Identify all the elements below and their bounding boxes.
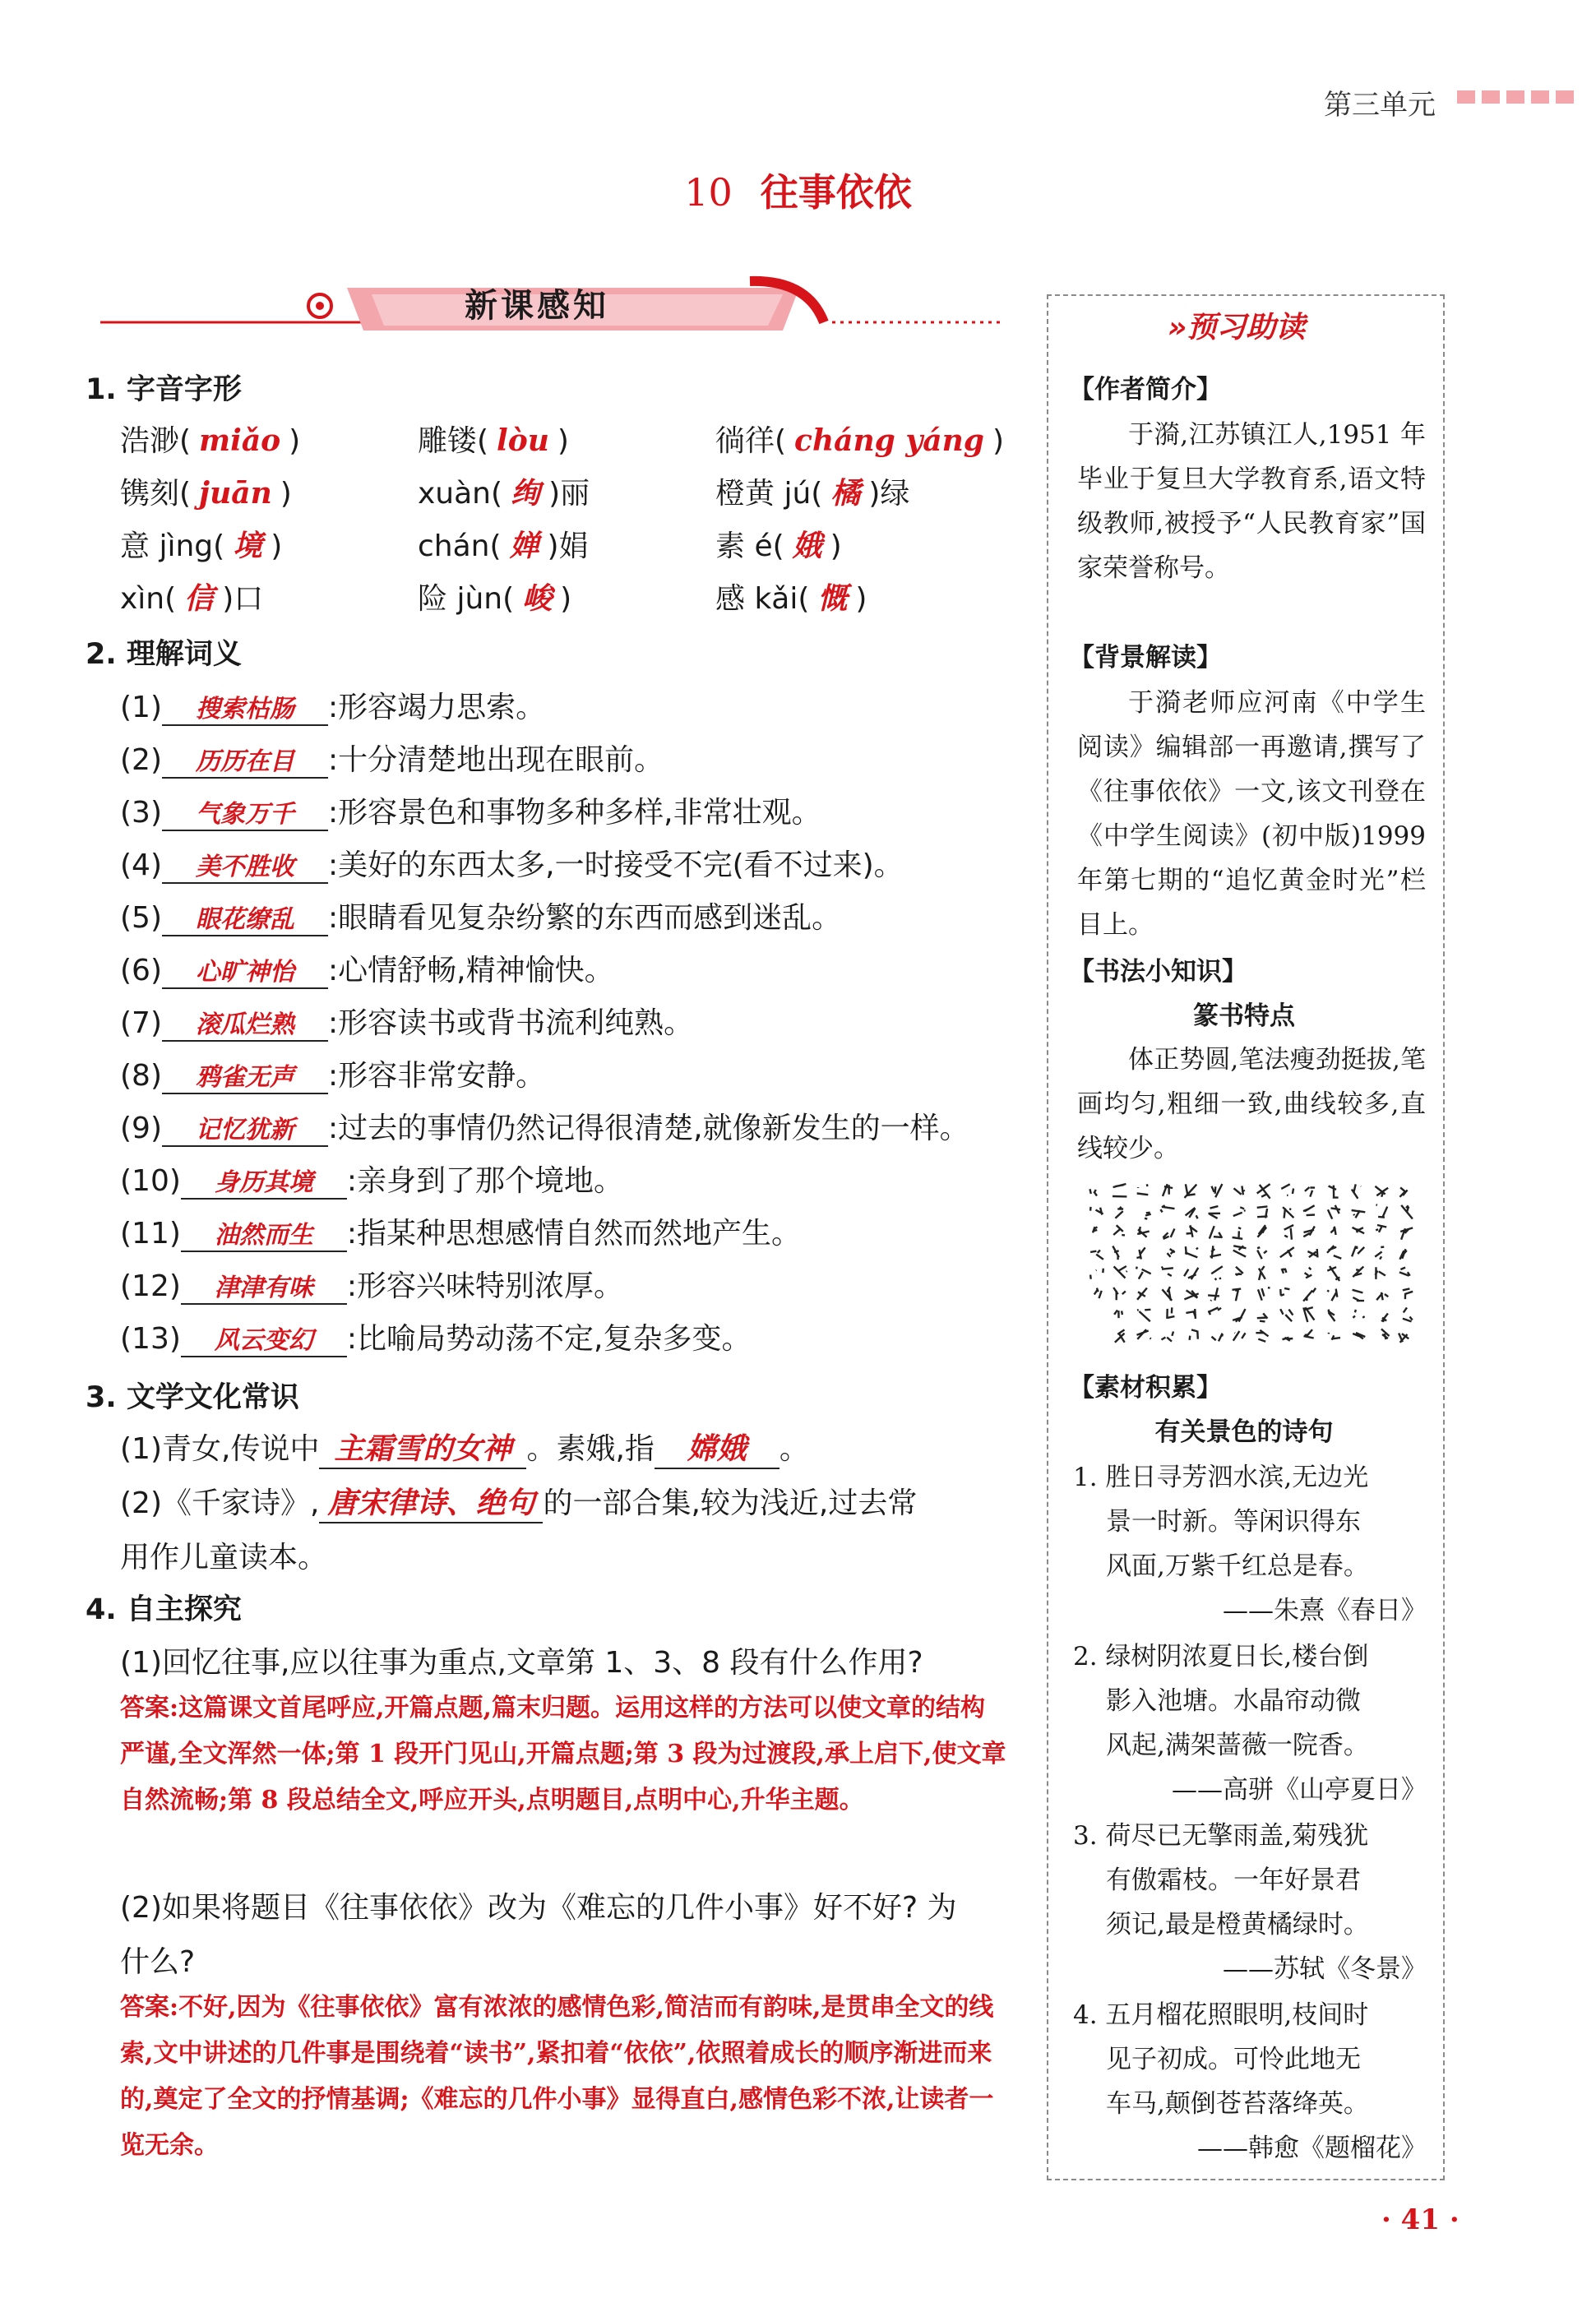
calligraphy-text: 体正势圆,笔法瘦劲挺拔,笔画均匀,粗细一致,曲线较多,直线较少。 <box>1077 1045 1426 1163</box>
q4-answer-2: 答案:不好,因为《往事依依》富有浓浓的感情色彩,简洁而有韵味,是贯串全文的线索,文中讲述的几件事是围绕着“读书”,紧扣着“依依”,依照着成长的顺序渐进而来的,奠定了全文的抒情基调;《难忘的几件小事》显得直白,感情色彩不浓,让读者一览无余。 <box>120 1993 994 2160</box>
pinyin-answer: 绚 <box>511 476 541 511</box>
vocab-item: (11) 油然而生 :指某种思想感情自然而然地产生。 <box>120 1210 801 1252</box>
vocab-item: (3) 气象万千 :形容景色和事物多种多样,非常壮观。 <box>120 789 821 831</box>
material-subtitle: 有关景色的诗句 <box>1154 1417 1334 1447</box>
pinyin-cell: 镌刻( juān ) <box>120 476 292 511</box>
vocab-answer: 风云变幻 <box>181 1320 347 1357</box>
vocab-item: (2) 历历在目 :十分清楚地出现在眼前。 <box>120 737 664 779</box>
pinyin-cell: 素 é( 娥 ) <box>715 529 842 563</box>
vocab-answer: 鸦雀无声 <box>162 1056 328 1094</box>
vocab-answer: 美不胜收 <box>162 846 328 884</box>
chevron-right-icon: » <box>1168 311 1187 344</box>
pinyin-answer: 橘 <box>830 476 861 511</box>
q4-question-2-cont: 什么? <box>120 1945 196 1979</box>
q3-line-2: (2)《千家诗》, 唐宋律诗、绝句 的一部合集,较为浅近,过去常 <box>120 1480 917 1523</box>
vocab-answer: 眼花缭乱 <box>162 899 328 936</box>
pinyin-answer: juān <box>199 476 272 511</box>
author-text: 于漪,江苏镇江人,1951 年毕业于复旦大学教育系,语文特级教师,被授予“人民教育家”国家荣誉称号。 <box>1077 420 1426 583</box>
calligraphy-heading: 【书法小知识】 <box>1069 957 1247 987</box>
poem-item: 2. 绿树阴浓夏日长,楼台倒 影入池塘。水晶帘动微 风起,满架蔷薇一院香。 ——高骈《山亭夏日》 <box>1073 1642 1427 1805</box>
vocab-answer: 津津有味 <box>181 1267 347 1305</box>
pinyin-cell: 雕镂( lòu ) <box>418 423 569 458</box>
vocab-answer: 历历在目 <box>162 741 328 779</box>
pinyin-answer: cháng yáng <box>794 423 984 458</box>
q3-line-1: (1)青女,传说中 主霜雪的女神 。素娥,指 嫦娥 。 <box>120 1426 809 1469</box>
pinyin-answer: 峻 <box>522 581 553 616</box>
vocab-item: (10) 身历其境 :亲身到了那个境地。 <box>120 1158 623 1200</box>
calligraphy-subtitle: 篆书特点 <box>1193 1001 1295 1031</box>
vocab-answer: 油然而生 <box>181 1214 347 1252</box>
lesson-title <box>0 163 1596 217</box>
poem-item: 1. 胜日寻芳泗水滨,无边光 景一时新。等闲识得东 风面,万紫千红总是春。 ——朱熹《春日》 <box>1073 1463 1427 1625</box>
vocab-answer: 身历其境 <box>181 1162 347 1200</box>
material-heading: 【素材积累】 <box>1069 1373 1222 1403</box>
vocab-answer: 气象万千 <box>162 793 328 831</box>
vocab-item: (13) 风云变幻 :比喻局势动荡不定,复杂多变。 <box>120 1315 751 1357</box>
vocab-item: (12) 津津有味 :形容兴味特别浓厚。 <box>120 1263 623 1305</box>
vocab-answer: 滚瓜烂熟 <box>162 1004 328 1042</box>
page-number: · 41 · <box>1381 2203 1460 2236</box>
poem-item: 4. 五月榴花照眼明,枝间时 见子初成。可怜此地无 车马,颠倒苍苔落绛英。 ——韩愈《题榴花》 <box>1073 2000 1427 2163</box>
q3-answer-1: 主霜雪的女神 <box>319 1426 526 1469</box>
unit-label: 第三单元 <box>1324 89 1436 122</box>
q4-heading: 4. 自主探究 <box>86 1593 242 1626</box>
pinyin-cell: 意 jìng( 境 ) <box>120 529 283 563</box>
sidebar-title: »预习助读 <box>1168 311 1306 344</box>
pinyin-cell: 险 jùn( 峻 ) <box>418 581 572 616</box>
vocab-item: (7) 滚瓜烂熟 :形容读书或背书流利纯熟。 <box>120 1000 693 1042</box>
pinyin-cell: xìn( 信 )口 <box>120 581 264 616</box>
pinyin-answer: 境 <box>233 529 263 563</box>
q1-heading: 1. 字音字形 <box>86 373 242 406</box>
q4-answer-1: 答案:这篇课文首尾呼应,开篇点题,篇末归题。运用这样的方法可以使文章的结构严谨,全文浑然一体;第 1 段开门见山,开篇点题;第 3 段为过渡段,承上启下,使文章自然流畅;第 8 段总结全文,呼应开头,点明题目,点明中心,升华主题。 <box>120 1694 1006 1815</box>
q2-heading: 2. 理解词义 <box>86 638 242 671</box>
vocab-item: (8) 鸦雀无声 :形容非常安静。 <box>120 1052 545 1094</box>
background-heading: 【背景解读】 <box>1069 643 1222 673</box>
pinyin-cell: 徜徉( cháng yáng ) <box>715 423 1004 458</box>
q3-answer-3: 唐宋律诗、绝句 <box>319 1480 543 1523</box>
pinyin-answer: lòu <box>497 423 549 458</box>
vocab-item: (9) 记忆犹新 :过去的事情仍然记得很清楚,就像新发生的一样。 <box>120 1105 969 1147</box>
vocab-item: (4) 美不胜收 :美好的东西太多,一时接受不完(看不过来)。 <box>120 842 904 884</box>
q3-heading: 3. 文学文化常识 <box>86 1381 299 1414</box>
poem-item: 3. 荷尽已无擎雨盖,菊残犹 有傲霜枝。一年好景君 须记,最是橙黄橘绿时。 ——苏轼《冬景》 <box>1073 1821 1427 1984</box>
q4-question-1: (1)回忆往事,应以往事为重点,文章第 1、3、8 段有什么作用? <box>120 1646 923 1680</box>
vocab-answer: 记忆犹新 <box>162 1109 328 1147</box>
pinyin-answer: 慨 <box>817 581 848 616</box>
pinyin-cell: xuàn( 绚 )丽 <box>418 476 590 511</box>
pinyin-answer: 婵 <box>509 529 539 563</box>
q3-line-3: 用作儿童读本。 <box>120 1541 328 1574</box>
background-text: 于漪老师应河南《中学生阅读》编辑部一再邀请,撰写了《往事依依》一文,该文刊登在《中学生阅读》(初中版)1999 年第七期的“追忆黄金时光”栏目上。 <box>1077 688 1426 940</box>
vocab-answer: 心旷神怡 <box>162 951 328 989</box>
pinyin-answer: 娥 <box>792 529 822 563</box>
pinyin-answer: 信 <box>184 581 215 616</box>
section-title: 新课感知 <box>465 287 609 325</box>
pinyin-cell: 感 kǎi( 慨 ) <box>715 581 867 616</box>
vocab-item: (1) 搜索枯肠 :形容竭力思索。 <box>120 684 545 726</box>
seal-script-sample-image <box>1077 1176 1421 1348</box>
q3-answer-2: 嫦娥 <box>655 1426 779 1469</box>
pinyin-cell: chán( 婵 )娟 <box>418 529 589 563</box>
vocab-item: (5) 眼花缭乱 :眼睛看见复杂纷繁的东西而感到迷乱。 <box>120 895 841 936</box>
pinyin-cell: 浩渺( miǎo ) <box>120 423 301 458</box>
pinyin-cell: 橙黄 jú( 橘 )绿 <box>715 476 910 511</box>
lesson-number: 10 <box>684 170 733 215</box>
unit-decoration <box>1457 90 1574 104</box>
lesson-title-text: 往事依依 <box>760 170 912 215</box>
author-heading: 【作者简介】 <box>1069 375 1222 405</box>
q4-question-2: (2)如果将题目《往事依依》改为《难忘的几件小事》好不好? 为 <box>120 1891 957 1925</box>
vocab-item: (6) 心旷神怡 :心情舒畅,精神愉快。 <box>120 947 614 989</box>
vocab-answer: 搜索枯肠 <box>162 688 328 726</box>
pinyin-answer: miǎo <box>199 423 281 458</box>
